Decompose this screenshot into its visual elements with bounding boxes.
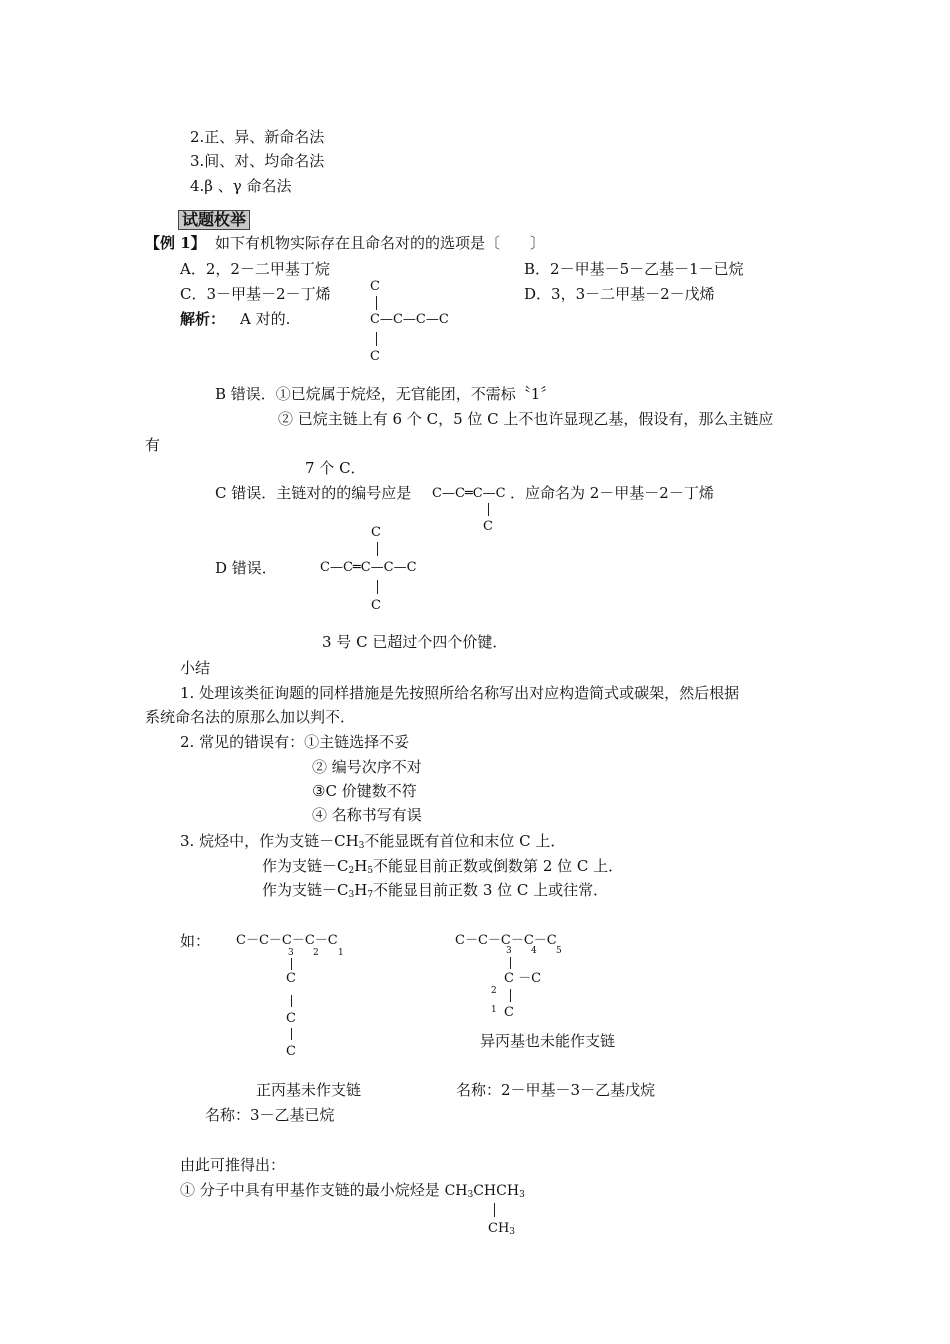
bond-line xyxy=(494,1203,495,1217)
summary-p2-lead: 2. 常见的错误有：①主链选择不妥 xyxy=(180,733,410,751)
right-main-chain: C－C－C－C－C xyxy=(455,933,557,948)
atom-c: C xyxy=(504,1005,514,1020)
bond-line xyxy=(291,1028,292,1040)
summary-p3-line1: 3. 烷烃中，作为支链$-CH_3$不能显既有首位和末位 C 上． xyxy=(180,832,566,851)
analysis-c-prefix: C 错误．主链对的的编号应是 xyxy=(215,484,412,502)
method-item-2: 2.正、异、新命名法 xyxy=(190,128,325,146)
structure-d-chain: C—C═C—C—C xyxy=(320,560,417,575)
analysis-label: 解析： xyxy=(180,310,226,328)
bond-line xyxy=(376,332,377,346)
summary-p2-item: ③C 价键数不符 xyxy=(312,782,417,800)
atom-c: C xyxy=(370,349,380,364)
summary-p3-line2: 作为支链$-C_2H_5$不能显目前正数或倒数第 2 位 C 上． xyxy=(262,857,624,876)
structure-a-chain: C—C—C—C xyxy=(370,312,449,327)
atom-c: C xyxy=(286,971,296,986)
bond-line xyxy=(377,542,378,556)
option-d: D．3，3－二甲基－2－戊烯 xyxy=(524,285,715,303)
position-number: 4 xyxy=(531,946,537,956)
analysis-b-line2-wrap: 有 xyxy=(145,436,161,454)
position-number: 1 xyxy=(491,1005,497,1015)
option-a: A．2，2－二甲基丁烷 xyxy=(180,260,330,278)
method-item-4: 4.β 、γ 命名法 xyxy=(190,177,292,195)
position-number: 5 xyxy=(556,946,562,956)
summary-p1-line1: 1. 处理该类征询题的同样措施是先按照所给名称写出对应构造简式或碳架，然后根据 xyxy=(180,684,740,702)
bond-line xyxy=(291,995,292,1007)
methyl-branch: $CH_3$ xyxy=(488,1221,516,1237)
bond-line xyxy=(510,957,511,969)
conclusion-lead: 由此可推得出： xyxy=(180,1156,286,1174)
right-caption: 异丙基也未能作支链 xyxy=(480,1032,616,1050)
formula: $CH_3CHCH_3$ xyxy=(444,1183,525,1200)
method-item-3: 3.间、对、均命名法 xyxy=(190,152,325,170)
position-number: 3 xyxy=(288,948,294,958)
analysis-c-suffix: ．应命名为 2－甲基－2－丁烯 xyxy=(510,484,714,502)
summary-title: 小结 xyxy=(180,659,211,677)
position-number: 2 xyxy=(313,948,319,958)
option-c: C．3－甲基－2－丁烯 xyxy=(180,285,331,303)
option-b: B．2－甲基－5－乙基－1－已烷 xyxy=(524,260,744,278)
right-branch: C －C xyxy=(504,971,542,986)
bond-line xyxy=(377,580,378,594)
atom-c: C xyxy=(371,525,381,540)
atom-c: C xyxy=(286,1044,296,1059)
position-number: 3 xyxy=(506,946,512,956)
atom-c: C xyxy=(286,1011,296,1026)
structure-c-chain: C—C═C—C xyxy=(432,486,506,501)
example-label: 【例 1】 xyxy=(145,234,206,252)
atom-c: C xyxy=(483,519,493,534)
analysis-b-line1: B 错误．①已烷属于烷烃，无官能团，不需标〝1〞 xyxy=(215,385,556,403)
bond-line xyxy=(488,503,489,516)
bond-line xyxy=(376,296,377,310)
position-number: 1 xyxy=(338,948,344,958)
left-name: 名称：3－乙基已烷 xyxy=(205,1106,335,1124)
right-name: 名称：2－甲基－3－乙基戊烷 xyxy=(456,1081,656,1099)
summary-p1-line2: 系统命名法的原那么加以判不． xyxy=(145,708,356,726)
left-caption: 正丙基未作支链 xyxy=(256,1081,362,1099)
bond-line xyxy=(510,989,511,1002)
example-question: 如下有机物实际存在且命名对的的选项是〔 〕 xyxy=(215,234,546,252)
summary-p3-line3: 作为支链$-C_3H_7$不能显目前正数 3 位 C 上或往常． xyxy=(262,881,609,900)
examples-lead: 如： xyxy=(180,932,211,950)
section-header: 试题枚举 xyxy=(178,210,250,230)
summary-p2-item: ④ 名称书写有误 xyxy=(312,806,422,824)
conclusion-item1: ① 分子中具有甲基作支链的最小烷烃是 $CH_3CHCH_3$ xyxy=(180,1181,525,1200)
summary-p2-item: ② 编号次序不对 xyxy=(312,758,422,776)
analysis-d-prefix: D 错误． xyxy=(215,559,277,577)
position-number: 2 xyxy=(491,986,497,996)
atom-c: C xyxy=(371,598,381,613)
bond-line xyxy=(291,958,292,970)
analysis-d-note: 3 号 C 已超过个四个价键． xyxy=(322,633,508,651)
analysis-a-text: A 对的. xyxy=(240,310,291,328)
atom-c: C xyxy=(370,279,380,294)
analysis-b-line2: ② 已烷主链上有 6 个 C，5 位 C 上不也许显现乙基，假设有，那么主链应 xyxy=(278,410,774,428)
left-main-chain: C－C－C－C－C xyxy=(236,933,338,948)
analysis-b-line3: 7 个 C． xyxy=(305,459,366,477)
